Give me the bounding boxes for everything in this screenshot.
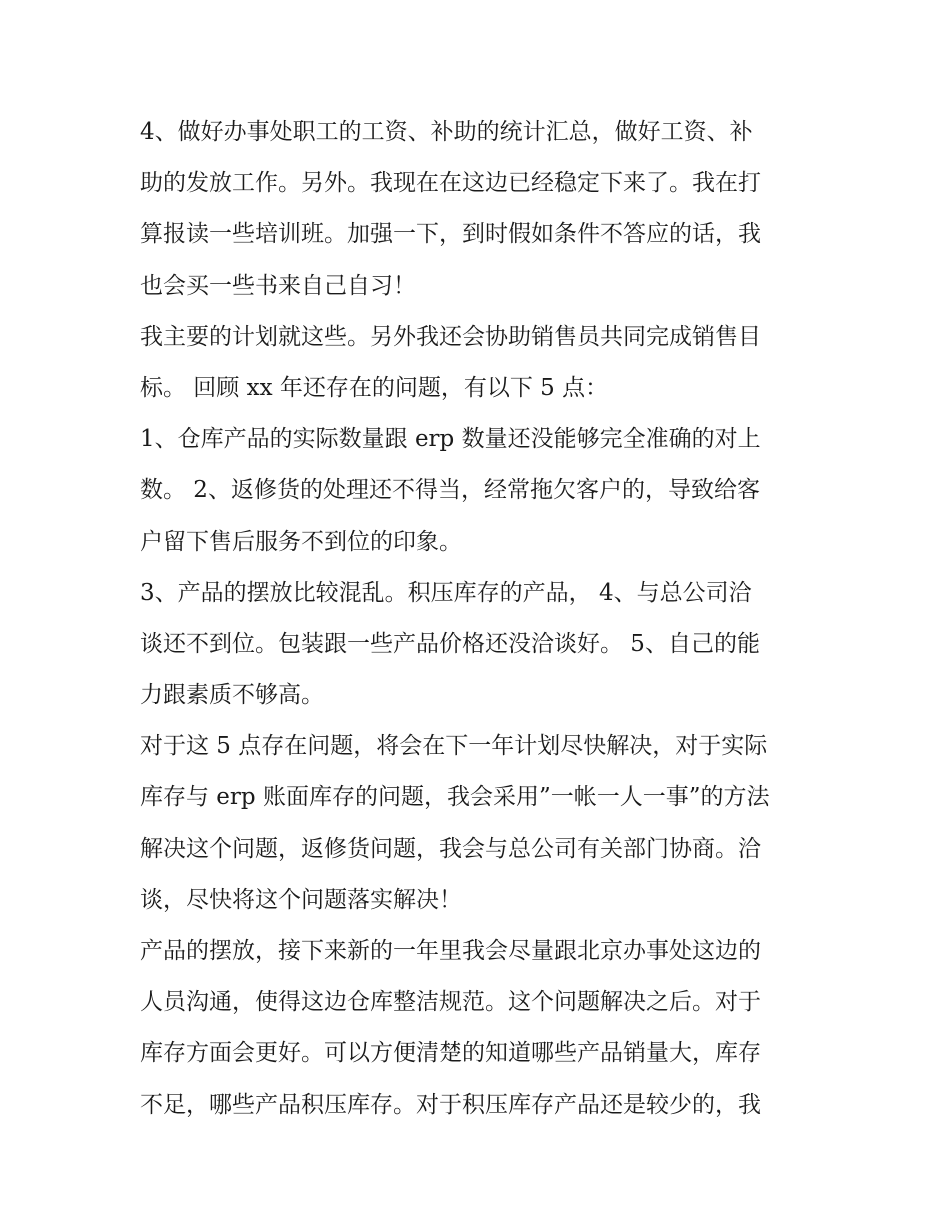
- text-line: 1、仓库产品的实际数量跟 erp 数量还没能够完全准确的对上: [140, 426, 761, 453]
- text-line: 解决这个问题，返修货问题，我会与总公司有关部门协商。洽: [140, 835, 761, 862]
- text-line: 对于这 5 点存在问题，将会在下一年计划尽快解决，对于实际: [140, 733, 768, 760]
- text-line: 人员沟通，使得这边仓库整洁规范。这个问题解决之后。对于: [140, 989, 761, 1016]
- text-line: 3、产品的摆放比较混乱。积压库存的产品， 4、与总公司洽: [140, 579, 752, 606]
- document-body: [140, 107, 820, 1131]
- text-line: 谈还不到位。包装跟一些产品价格还没洽谈好。 5、自己的能: [140, 630, 760, 657]
- text-line: 库存方面会更好。可以方便清楚的知道哪些产品销量大，库存: [140, 1040, 761, 1067]
- text-line: 算报读一些培训班。加强一下，到时假如条件不答应的话，我: [140, 221, 761, 248]
- text-line: 标。 回顾 xx 年还存在的问题，有以下 5 点：: [140, 374, 609, 401]
- text-line: 产品的摆放，接下来新的一年里我会尽量跟北京办事处这边的: [140, 938, 761, 964]
- text-line: 力跟素质不够高。: [140, 682, 324, 709]
- text-line: 助的发放工作。另外。我现在在这边已经稳定下来了。我在打: [140, 170, 761, 197]
- text-line: 我主要的计划就这些。另外我还会协助销售员共同完成销售目: [140, 323, 761, 350]
- text-line: 4、做好办事处职工的工资、补助的统计汇总，做好工资、补: [140, 119, 753, 145]
- text-line: 库存与 erp 账面库存的问题，我会采用”一帐一人一事”的方法: [140, 784, 770, 811]
- text-line: 谈，尽快将这个问题落实解决！: [140, 886, 462, 913]
- text-line: 数。 2、返修货的处理还不得当，经常拖欠客户的，导致给客: [140, 477, 760, 504]
- text-line: 不足，哪些产品积压库存。对于积压库存产品还是较少的，我: [140, 1091, 761, 1118]
- text-line: 也会买一些书来自己自习！: [140, 272, 416, 299]
- text-line: 户留下售后服务不到位的印象。: [140, 528, 462, 555]
